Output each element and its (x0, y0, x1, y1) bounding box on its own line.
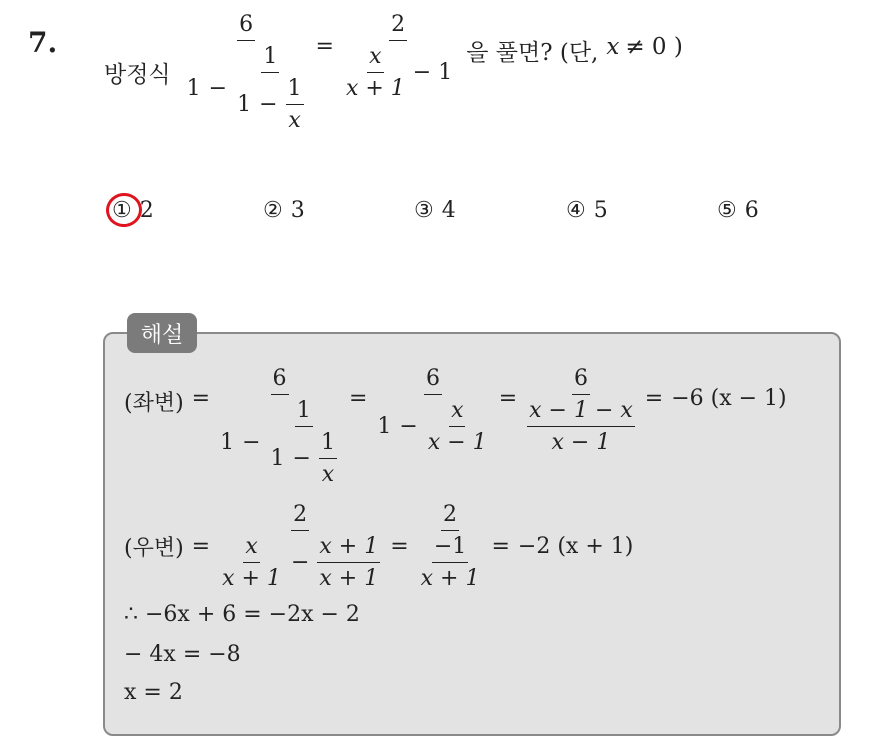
rhs-tail: − 1 (412, 60, 453, 85)
lhs-inner-fraction (235, 44, 305, 133)
lhs-numerator: 6 (237, 12, 255, 41)
solution-line-4: − 4x = −8 (124, 642, 241, 667)
sol-l2-result: −2 (x + 1) (517, 534, 634, 559)
eq-4: = (644, 386, 664, 411)
lhs-inner-numerator: 1 (261, 44, 279, 73)
rhs-inner-denominator: x + 1 (345, 76, 405, 101)
sol-l1-f2-minus: − (399, 414, 418, 439)
lhs-fraction (185, 12, 308, 133)
lhs-inner-minus: − (259, 92, 278, 117)
choice-2-value: 3 (290, 198, 305, 223)
rhs-numerator: 2 (389, 12, 407, 41)
sol-l2-f2-den (417, 531, 484, 591)
solution-line-3: ∴ −6x + 6 = −2x − 2 (124, 602, 360, 627)
sol-l1-f1-minus2: − (292, 446, 311, 471)
problem-equation (104, 12, 683, 133)
sol-l2-f1-a-den: x + 1 (222, 566, 281, 591)
problem-suffix: 을 풀면? (단, (466, 40, 599, 66)
sol-l1-f2-inner-num: x (449, 398, 465, 427)
sol-l2-f1-b (317, 534, 380, 591)
rhs-fraction (342, 12, 454, 101)
choice-5-value: 6 (744, 198, 759, 223)
solution-tag: 해설 (127, 313, 197, 353)
problem-prefix: 방정식 (104, 62, 171, 88)
eq-3: = (498, 386, 518, 411)
choice-3-value: 4 (441, 198, 456, 223)
sol-l2-f1-den (218, 531, 382, 591)
sol-l1-fraction-3 (525, 366, 637, 455)
eq-1: = (191, 386, 211, 411)
choice-2[interactable] (263, 198, 305, 223)
selected-answer-circle (104, 191, 144, 230)
choice-4-value: 5 (593, 198, 608, 223)
choice-1-value: 2 (139, 198, 154, 223)
sol-l1-f3-inner-num: x − 1 − x (527, 398, 635, 427)
lhs-inner-denominator (235, 73, 305, 133)
rhs-label: (우변) (124, 536, 184, 561)
lhs-label: (좌변) (124, 391, 184, 416)
problem-equals: = (315, 34, 334, 59)
choice-1-marker: ① (112, 198, 132, 223)
sol-l1-f2-one: 1 (377, 414, 392, 439)
choice-3[interactable] (414, 198, 456, 223)
sol-l1-f3-inner (527, 398, 635, 455)
solution-line-5: x = 2 (124, 680, 183, 705)
sol-l1-fraction-2 (375, 366, 490, 455)
sol-l2-f1-num: 2 (291, 502, 309, 531)
eq-2: = (348, 386, 368, 411)
lhs-minus: − (208, 76, 228, 101)
sol-l1-f1-den (218, 395, 341, 487)
sol-l1-f1-innermost-num: 1 (319, 430, 337, 459)
sol-l2-f2-inner (419, 534, 482, 591)
sol-l1-f1-minus: − (242, 430, 261, 455)
sol-l2-f1-a-num: x (243, 534, 259, 563)
sol-l1-f1-one: 1 (220, 430, 235, 455)
eq-7: = (491, 534, 510, 559)
condition-rest: ≠ 0 ) (625, 34, 683, 60)
sol-l1-f2-den (375, 395, 490, 455)
choice-5[interactable] (717, 198, 759, 223)
sol-l2-f2-inner-den: x + 1 (420, 566, 480, 591)
sol-l1-f2-inner (426, 398, 489, 455)
solution-line-1 (124, 366, 787, 487)
choice-3-marker: ③ (414, 198, 434, 223)
condition-var: x (606, 34, 620, 60)
lhs-one: 1 (186, 76, 201, 101)
sol-l2-f2-inner-num: −1 (432, 534, 468, 563)
sol-l2-fraction-1 (218, 502, 382, 591)
lhs-innermost-denominator: x (288, 108, 301, 133)
lhs-innermost-fraction (286, 76, 304, 133)
rhs-denominator (342, 41, 454, 101)
eq-5: = (191, 534, 211, 559)
sol-l1-f1-innermost (319, 430, 337, 487)
sol-l1-f3-den (525, 395, 637, 455)
sol-l1-result: −6 (x − 1) (671, 386, 787, 411)
choice-4-marker: ④ (566, 198, 586, 223)
sol-l1-f1-inner-num: 1 (295, 398, 313, 427)
choice-4[interactable] (566, 198, 608, 223)
lhs-innermost-numerator: 1 (286, 76, 304, 105)
rhs-inner-fraction (344, 44, 407, 101)
sol-l1-f1-inner-den (269, 427, 339, 487)
sol-l1-f3-inner-den: x − 1 (551, 430, 611, 455)
sol-l1-f2-num: 6 (424, 366, 442, 395)
sol-l2-f1-a (220, 534, 283, 591)
lhs-denominator (185, 41, 308, 133)
sol-l2-f1-minus: − (290, 550, 310, 575)
lhs-inner-one: 1 (237, 92, 252, 117)
sol-l2-fraction-2 (417, 502, 484, 591)
sol-l2-f2-num: 2 (441, 502, 459, 531)
sol-l1-fraction-1 (218, 366, 341, 487)
sol-l2-f1-b-den: x + 1 (319, 566, 379, 591)
sol-l2-f1-b-num: x + 1 (317, 534, 380, 563)
sol-l1-f1-one2: 1 (270, 446, 285, 471)
sol-l1-f1-num: 6 (271, 366, 289, 395)
choice-2-marker: ② (263, 198, 283, 223)
eq-6: = (390, 534, 409, 559)
sol-l1-f1-innermost-den: x (321, 462, 335, 487)
sol-l1-f2-inner-den: x − 1 (427, 430, 487, 455)
choice-5-marker: ⑤ (717, 198, 737, 223)
sol-l1-f3-num: 6 (572, 366, 590, 395)
rhs-inner-numerator: x (367, 44, 383, 73)
sol-l1-f1-inner (269, 398, 339, 487)
problem-number: 7. (28, 26, 58, 59)
solution-line-2 (124, 502, 633, 591)
